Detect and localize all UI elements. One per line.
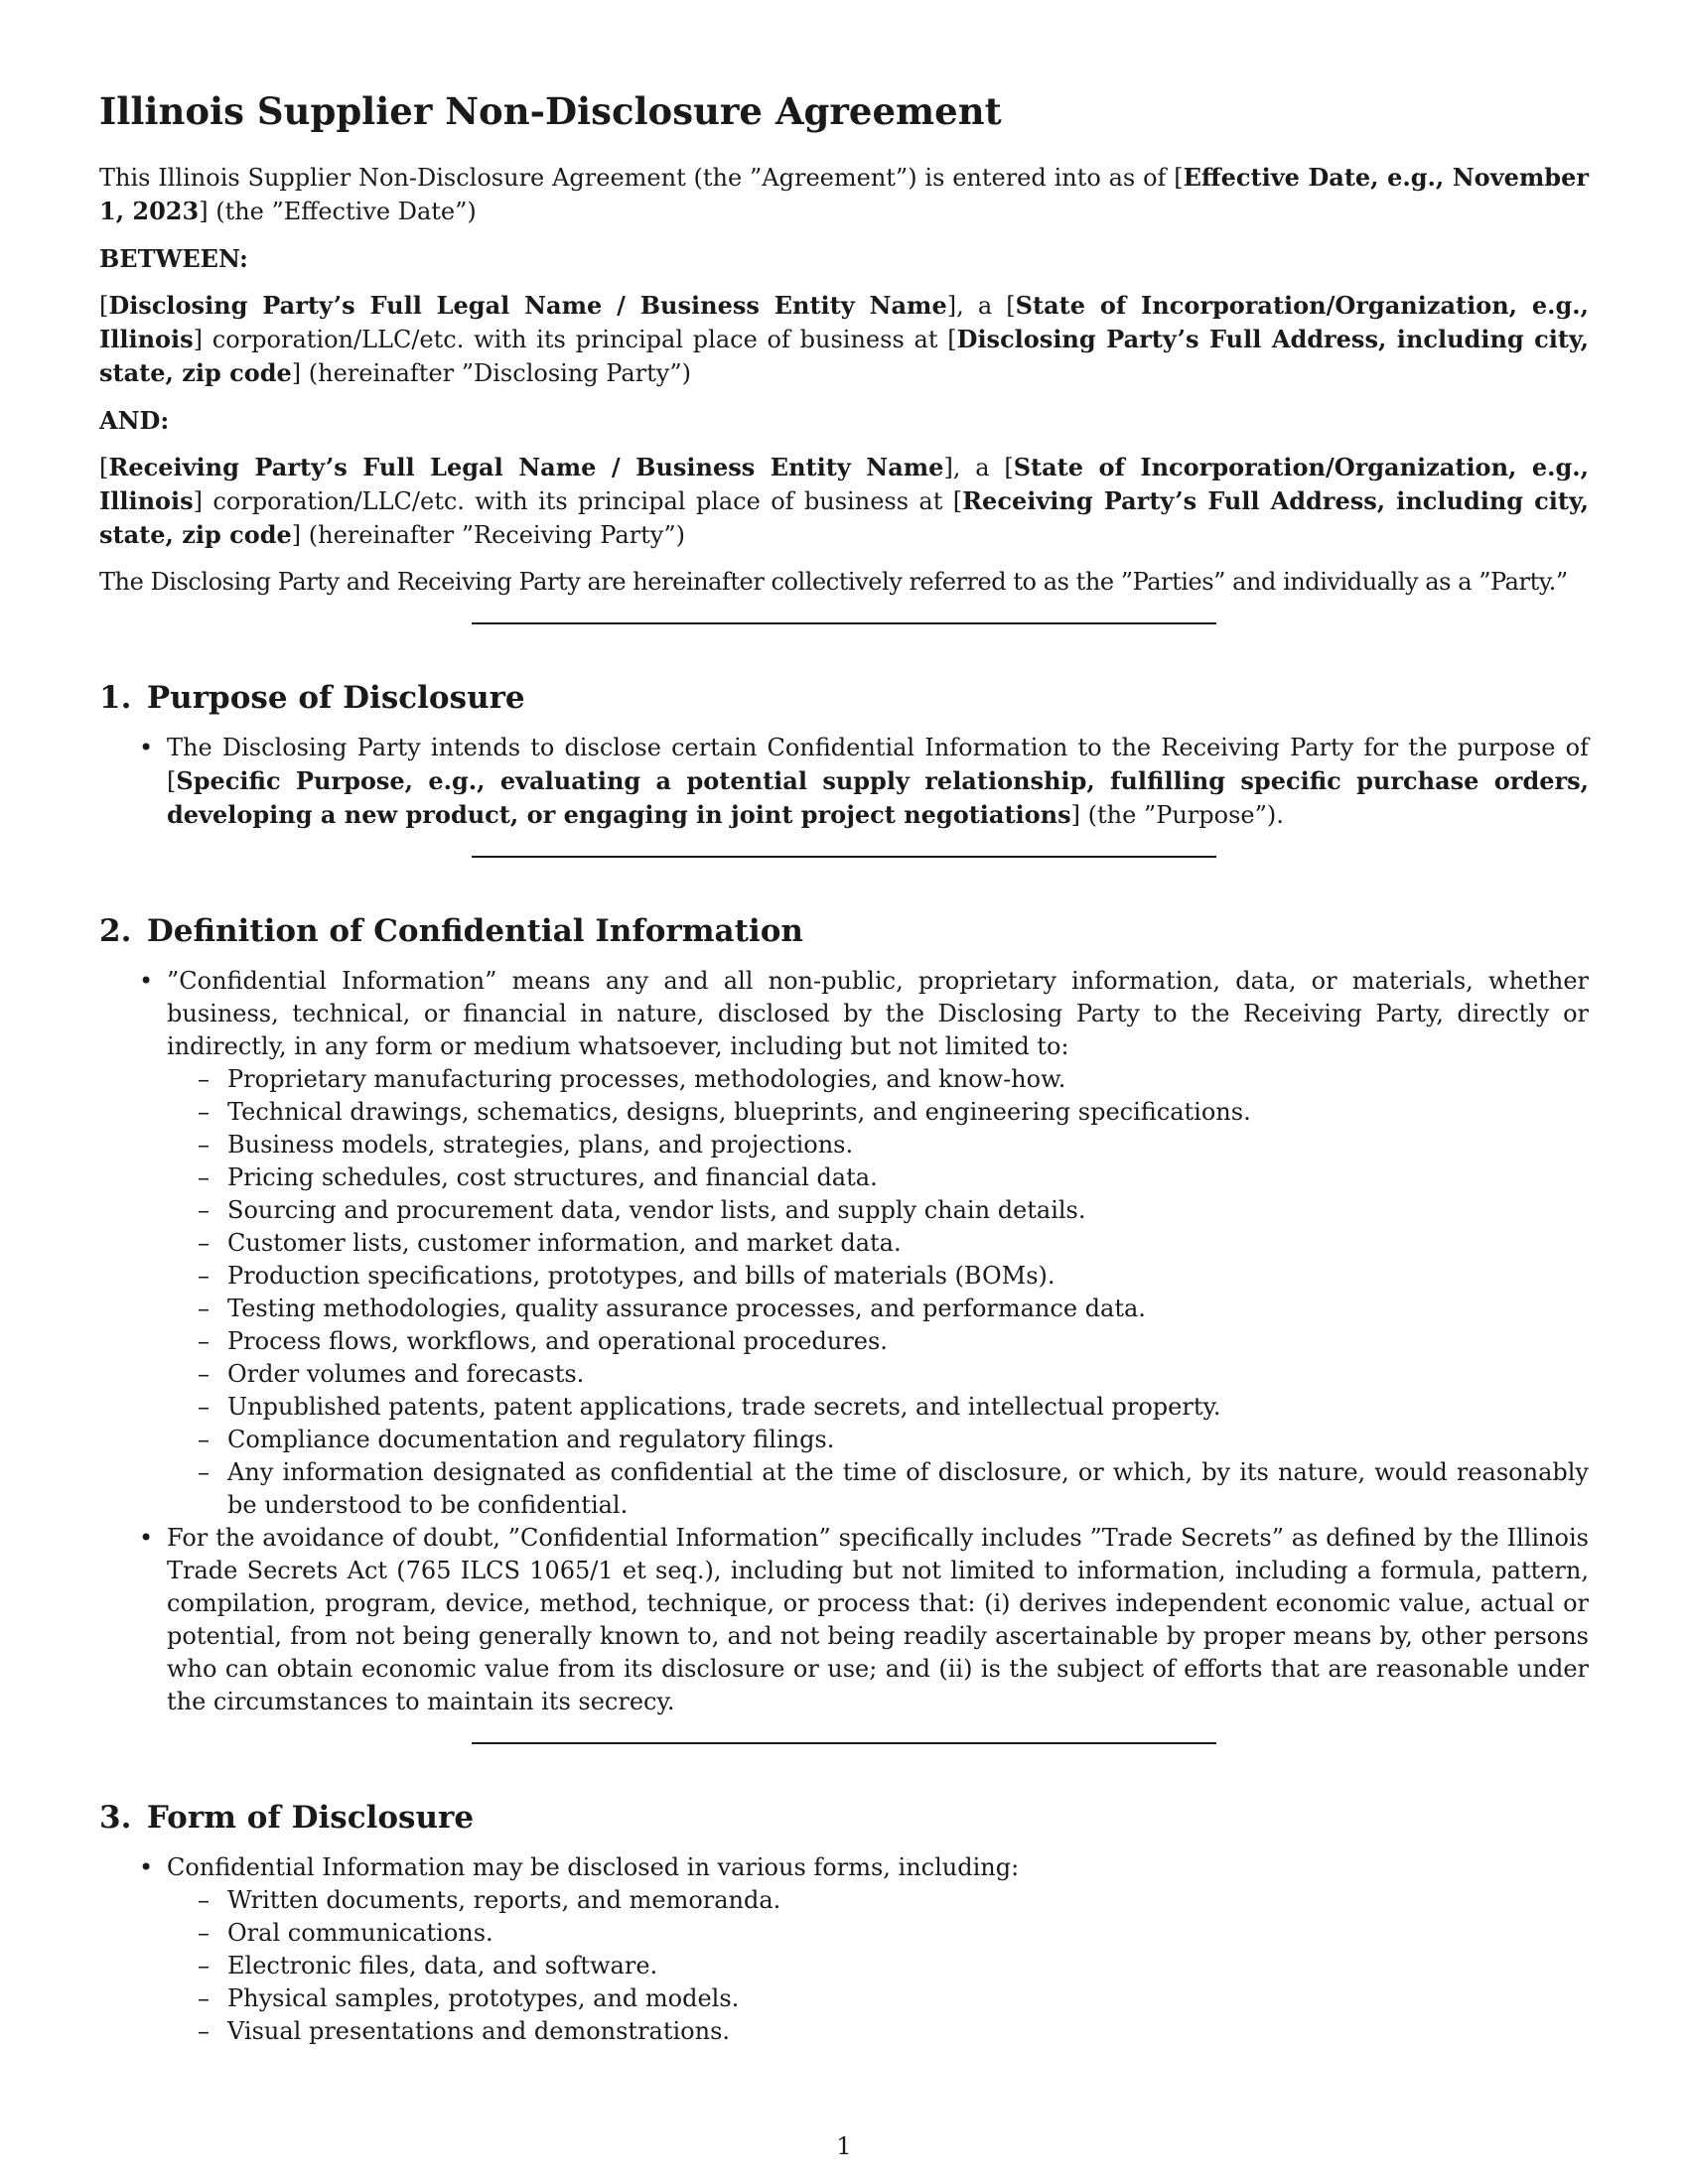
disclosing-name-placeholder: Disclosing Party’s Full Legal Name / Business Entity Name: [108, 291, 947, 320]
disclosing-state-placeholder: State of Incorporation/Organization, e.g., Illinois: [99, 291, 1590, 353]
confidential-items-list: [167, 1063, 1589, 1522]
receiving-mid1: ], a [: [943, 454, 1014, 481]
section-2-heading: 2. Definition of Confidential Information: [99, 913, 803, 949]
section-3-heading: 3. Form of Disclosure: [99, 1800, 475, 1836]
list-item: – Oral communications.: [227, 1917, 1589, 1950]
receiving-party-paragraph: [Receiving Party’s Full Legal Name / Business Entity Name], a [State of Incorporation/Organization, e.g., Illinois] corporation/LLC/etc. with its principal place of business at [Receiving Party’s Full Address, including city, state, zip code] (hereinafter ”Receiving Party”): [99, 453, 1590, 549]
form-intro-text: Confidential Information may be disclosed in various forms, including:: [167, 1853, 1020, 1881]
purpose-placeholder: Specific Purpose, e.g., evaluating a potential supply relationship, fulfilling specific purchase orders, developing a new product, or engaging in joint project negotiations: [167, 766, 1589, 829]
section-1-bullet: [167, 732, 1589, 832]
list-item: – Customer lists, customer information, and market data.: [227, 1227, 1589, 1260]
disclosing-tail: ] (hereinafter ”Disclosing Party”): [291, 359, 691, 387]
list-item: – Pricing schedules, cost structures, and financial data.: [227, 1161, 1589, 1194]
receiving-tail: ] (hereinafter ”Receiving Party”): [291, 521, 685, 549]
list-item: – Unpublished patents, patent applications, trade secrets, and intellectual property.: [227, 1391, 1589, 1424]
parties-note: The Disclosing Party and Receiving Party are hereinafter collectively referred to as the ”Parties” and individually as a ”Party.”: [99, 568, 1568, 596]
between-label: BETWEEN:: [99, 244, 248, 273]
disclosing-address-placeholder: Disclosing Party’s Full Address, including city, state, zip code: [99, 325, 1589, 387]
section-1-list: [99, 732, 1589, 832]
list-item: – Electronic files, data, and software.: [227, 1950, 1589, 1982]
disclosing-mid2: ] corporation/LLC/etc. with its principal place of business at [: [193, 326, 957, 353]
list-item: – Physical samples, prototypes, and models.: [227, 1982, 1589, 2015]
list-item: – Written documents, reports, and memoranda.: [227, 1884, 1589, 1917]
intro-pre: This Illinois Supplier Non-Disclosure Agreement (the ”Agreement”) is entered into as of [: [99, 164, 1184, 192]
list-item: – Technical drawings, schematics, designs, blueprints, and engineering specifications.: [227, 1096, 1589, 1129]
document-title: Illinois Supplier Non-Disclosure Agreement: [99, 89, 1002, 133]
purpose-pre: The Disclosing Party intends to disclose certain Confidential Information to the Receiving Party for the purpose of [: [167, 734, 1589, 795]
section-3-list: [99, 1851, 1589, 2048]
intro-paragraph: [99, 161, 1589, 228]
list-item: – Testing methodologies, quality assurance processes, and performance data.: [227, 1293, 1589, 1325]
section-2-list: [99, 965, 1589, 1718]
list-item: – Sourcing and procurement data, vendor lists, and supply chain details.: [227, 1194, 1589, 1227]
receiving-mid2: ] corporation/LLC/etc. with its principal place of business at [: [193, 487, 963, 515]
list-item: – Production specifications, prototypes, and bills of materials (BOMs).: [227, 1260, 1589, 1293]
list-item: – Process flows, workflows, and operational procedures.: [227, 1325, 1589, 1358]
list-item: – Order volumes and forecasts.: [227, 1358, 1589, 1391]
purpose-post: ] (the ”Purpose”).: [1070, 801, 1284, 829]
disclosing-mid1: ], a [: [946, 292, 1016, 320]
section-divider: [472, 1742, 1216, 1744]
receiving-name-placeholder: Receiving Party’s Full Legal Name / Business Entity Name: [108, 453, 944, 481]
effective-date-placeholder: Effective Date, e.g., November 1, 2023: [99, 163, 1589, 225]
document-page: [99, 87, 1589, 2048]
disclosing-party-paragraph: [Disclosing Party’s Full Legal Name / Business Entity Name], a [State of Incorporation/Organization, e.g., Illinois] corporation/LLC/etc. with its principal place of business at [Disclosing Party’s Full Address, including city, state, zip code] (hereinafter ”Disclosing Party”): [99, 291, 1590, 387]
receiving-address-placeholder: Receiving Party’s Full Address, including city, state, zip code: [99, 486, 1589, 549]
intro-post: ] (the ”Effective Date”): [199, 198, 477, 225]
disclosure-forms-list: [167, 1884, 1589, 2048]
and-label: AND:: [99, 406, 170, 435]
section-2-bullet-definition: [167, 965, 1589, 1522]
list-item: – Business models, strategies, plans, and projections.: [227, 1129, 1589, 1161]
list-item: – Compliance documentation and regulatory filings.: [227, 1424, 1589, 1456]
definition-text: ”Confidential Information” means any and all non-public, proprietary information, data, or materials, whether business, technical, or financial in nature, disclosed by the Disclosing Party to the Receiving Party, directly or indirectly, in any form or medium whatsoever, including but not limited to:: [167, 967, 1589, 1060]
section-1-heading: 1. Purpose of Disclosure: [99, 680, 525, 716]
list-item: – Proprietary manufacturing processes, methodologies, and know-how.: [227, 1063, 1589, 1096]
section-2-bullet-trade-secrets: • For the avoidance of doubt, ”Confidential Information” specifically includes ”Trade Secrets” as defined by the Illinois Trade Secrets Act (765 ILCS 1065/1 et seq.), including but not limited to information, including a formula, pattern, compilation, program, device, method, technique, or process that: (i) derives independent economic value, actual or potential, from not being generally known to, and not being readily ascertainable by proper means by, other persons who can obtain economic value from its disclosure or use; and (ii) is the subject of efforts that are reasonable under the circumstances to maintain its secrecy.: [167, 1522, 1589, 1718]
receiving-state-placeholder: State of Incorporation/Organization, e.g., Illinois: [99, 453, 1590, 515]
section-divider: [472, 856, 1216, 858]
list-item: – Any information designated as confidential at the time of disclosure, or which, by its nature, would reasonably be understood to be confidential.: [227, 1456, 1589, 1522]
page-number: 1: [836, 2132, 852, 2160]
section-3-bullet: [167, 1851, 1589, 2048]
section-divider: [472, 622, 1216, 624]
list-item: – Visual presentations and demonstrations.: [227, 2015, 1589, 2048]
